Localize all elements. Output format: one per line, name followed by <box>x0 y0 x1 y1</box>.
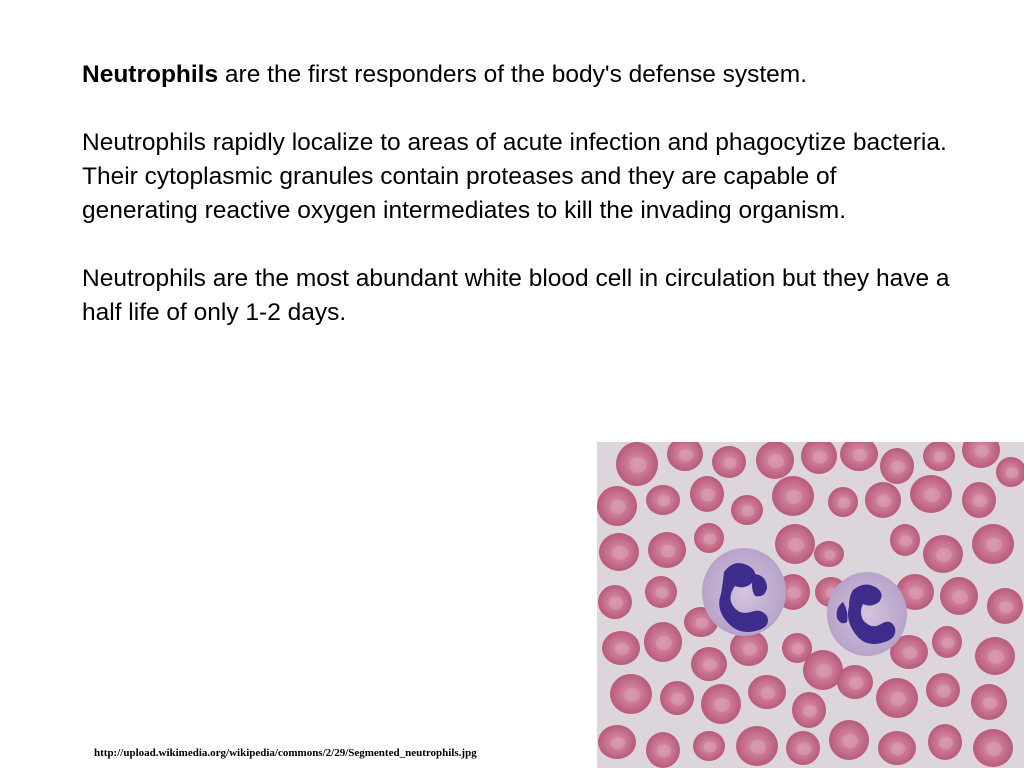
red-blood-cell <box>646 485 680 515</box>
bold-term: Neutrophils <box>82 61 219 88</box>
red-blood-cell <box>694 523 724 553</box>
neutrophil-right <box>827 572 907 656</box>
intro-text: are the first responders of the body's defense system. <box>218 61 808 88</box>
red-blood-cell <box>926 673 960 707</box>
red-blood-cell <box>973 729 1013 767</box>
red-blood-cell <box>748 675 786 709</box>
red-blood-cell <box>928 724 962 760</box>
red-blood-cell <box>837 665 873 699</box>
paragraph-function: Neutrophils rapidly localize to areas of acute infection and phagocytize bacteria. Their cytoplasmic granules contain proteases and they are capable of generating reactive oxygen intermediates to kill the invading organism. <box>82 129 947 224</box>
red-blood-cell <box>962 482 996 518</box>
red-blood-cell <box>876 678 918 718</box>
red-blood-cell <box>736 726 778 766</box>
red-blood-cell <box>890 524 920 556</box>
red-blood-cell <box>932 626 962 658</box>
red-blood-cell <box>829 720 869 760</box>
red-blood-cell <box>599 533 639 571</box>
red-blood-cell <box>660 681 694 715</box>
red-blood-cell <box>690 476 724 512</box>
red-blood-cell <box>645 576 677 608</box>
red-blood-cell <box>610 674 652 714</box>
red-blood-cell <box>880 448 914 484</box>
red-blood-cell <box>792 692 826 728</box>
red-blood-cell <box>693 731 725 761</box>
red-blood-cell <box>923 442 955 471</box>
red-blood-cell <box>691 647 727 681</box>
paragraph-intro <box>82 58 952 92</box>
red-blood-cell <box>701 684 741 724</box>
red-blood-cell <box>814 541 844 567</box>
red-blood-cell <box>598 725 636 759</box>
red-blood-cell <box>910 475 952 513</box>
red-blood-cell <box>878 731 916 765</box>
red-blood-cell <box>712 446 746 478</box>
neutrophil-left <box>702 548 786 636</box>
red-blood-cell <box>803 650 843 690</box>
red-blood-cell <box>616 442 658 486</box>
red-blood-cell <box>597 486 637 526</box>
red-blood-cell <box>972 524 1014 564</box>
red-blood-cell <box>731 495 763 525</box>
slide-text <box>82 58 952 364</box>
red-blood-cell <box>786 731 820 765</box>
red-blood-cell <box>971 684 1007 720</box>
red-blood-cell <box>648 532 686 568</box>
red-blood-cell <box>975 637 1015 675</box>
neutrophil-micrograph <box>597 442 1024 768</box>
image-source-caption: http://upload.wikimedia.org/wikipedia/commons/2/29/Segmented_neutrophils.jpg <box>94 747 477 759</box>
micrograph-svg <box>597 442 1024 768</box>
red-blood-cell <box>756 442 794 479</box>
red-blood-cell <box>646 732 680 768</box>
red-blood-cell <box>772 476 814 516</box>
red-blood-cell <box>602 631 640 665</box>
red-blood-cell <box>828 487 858 517</box>
red-blood-cell <box>987 588 1023 624</box>
paragraph-lifespan: Neutrophils are the most abundant white blood cell in circulation but they have a half life of only 1-2 days. <box>82 265 950 326</box>
red-blood-cell <box>644 622 682 662</box>
red-blood-cell <box>598 585 632 619</box>
red-blood-cell <box>865 482 901 518</box>
red-blood-cell <box>923 535 963 573</box>
red-blood-cell <box>775 524 815 564</box>
red-blood-cell <box>940 577 978 615</box>
